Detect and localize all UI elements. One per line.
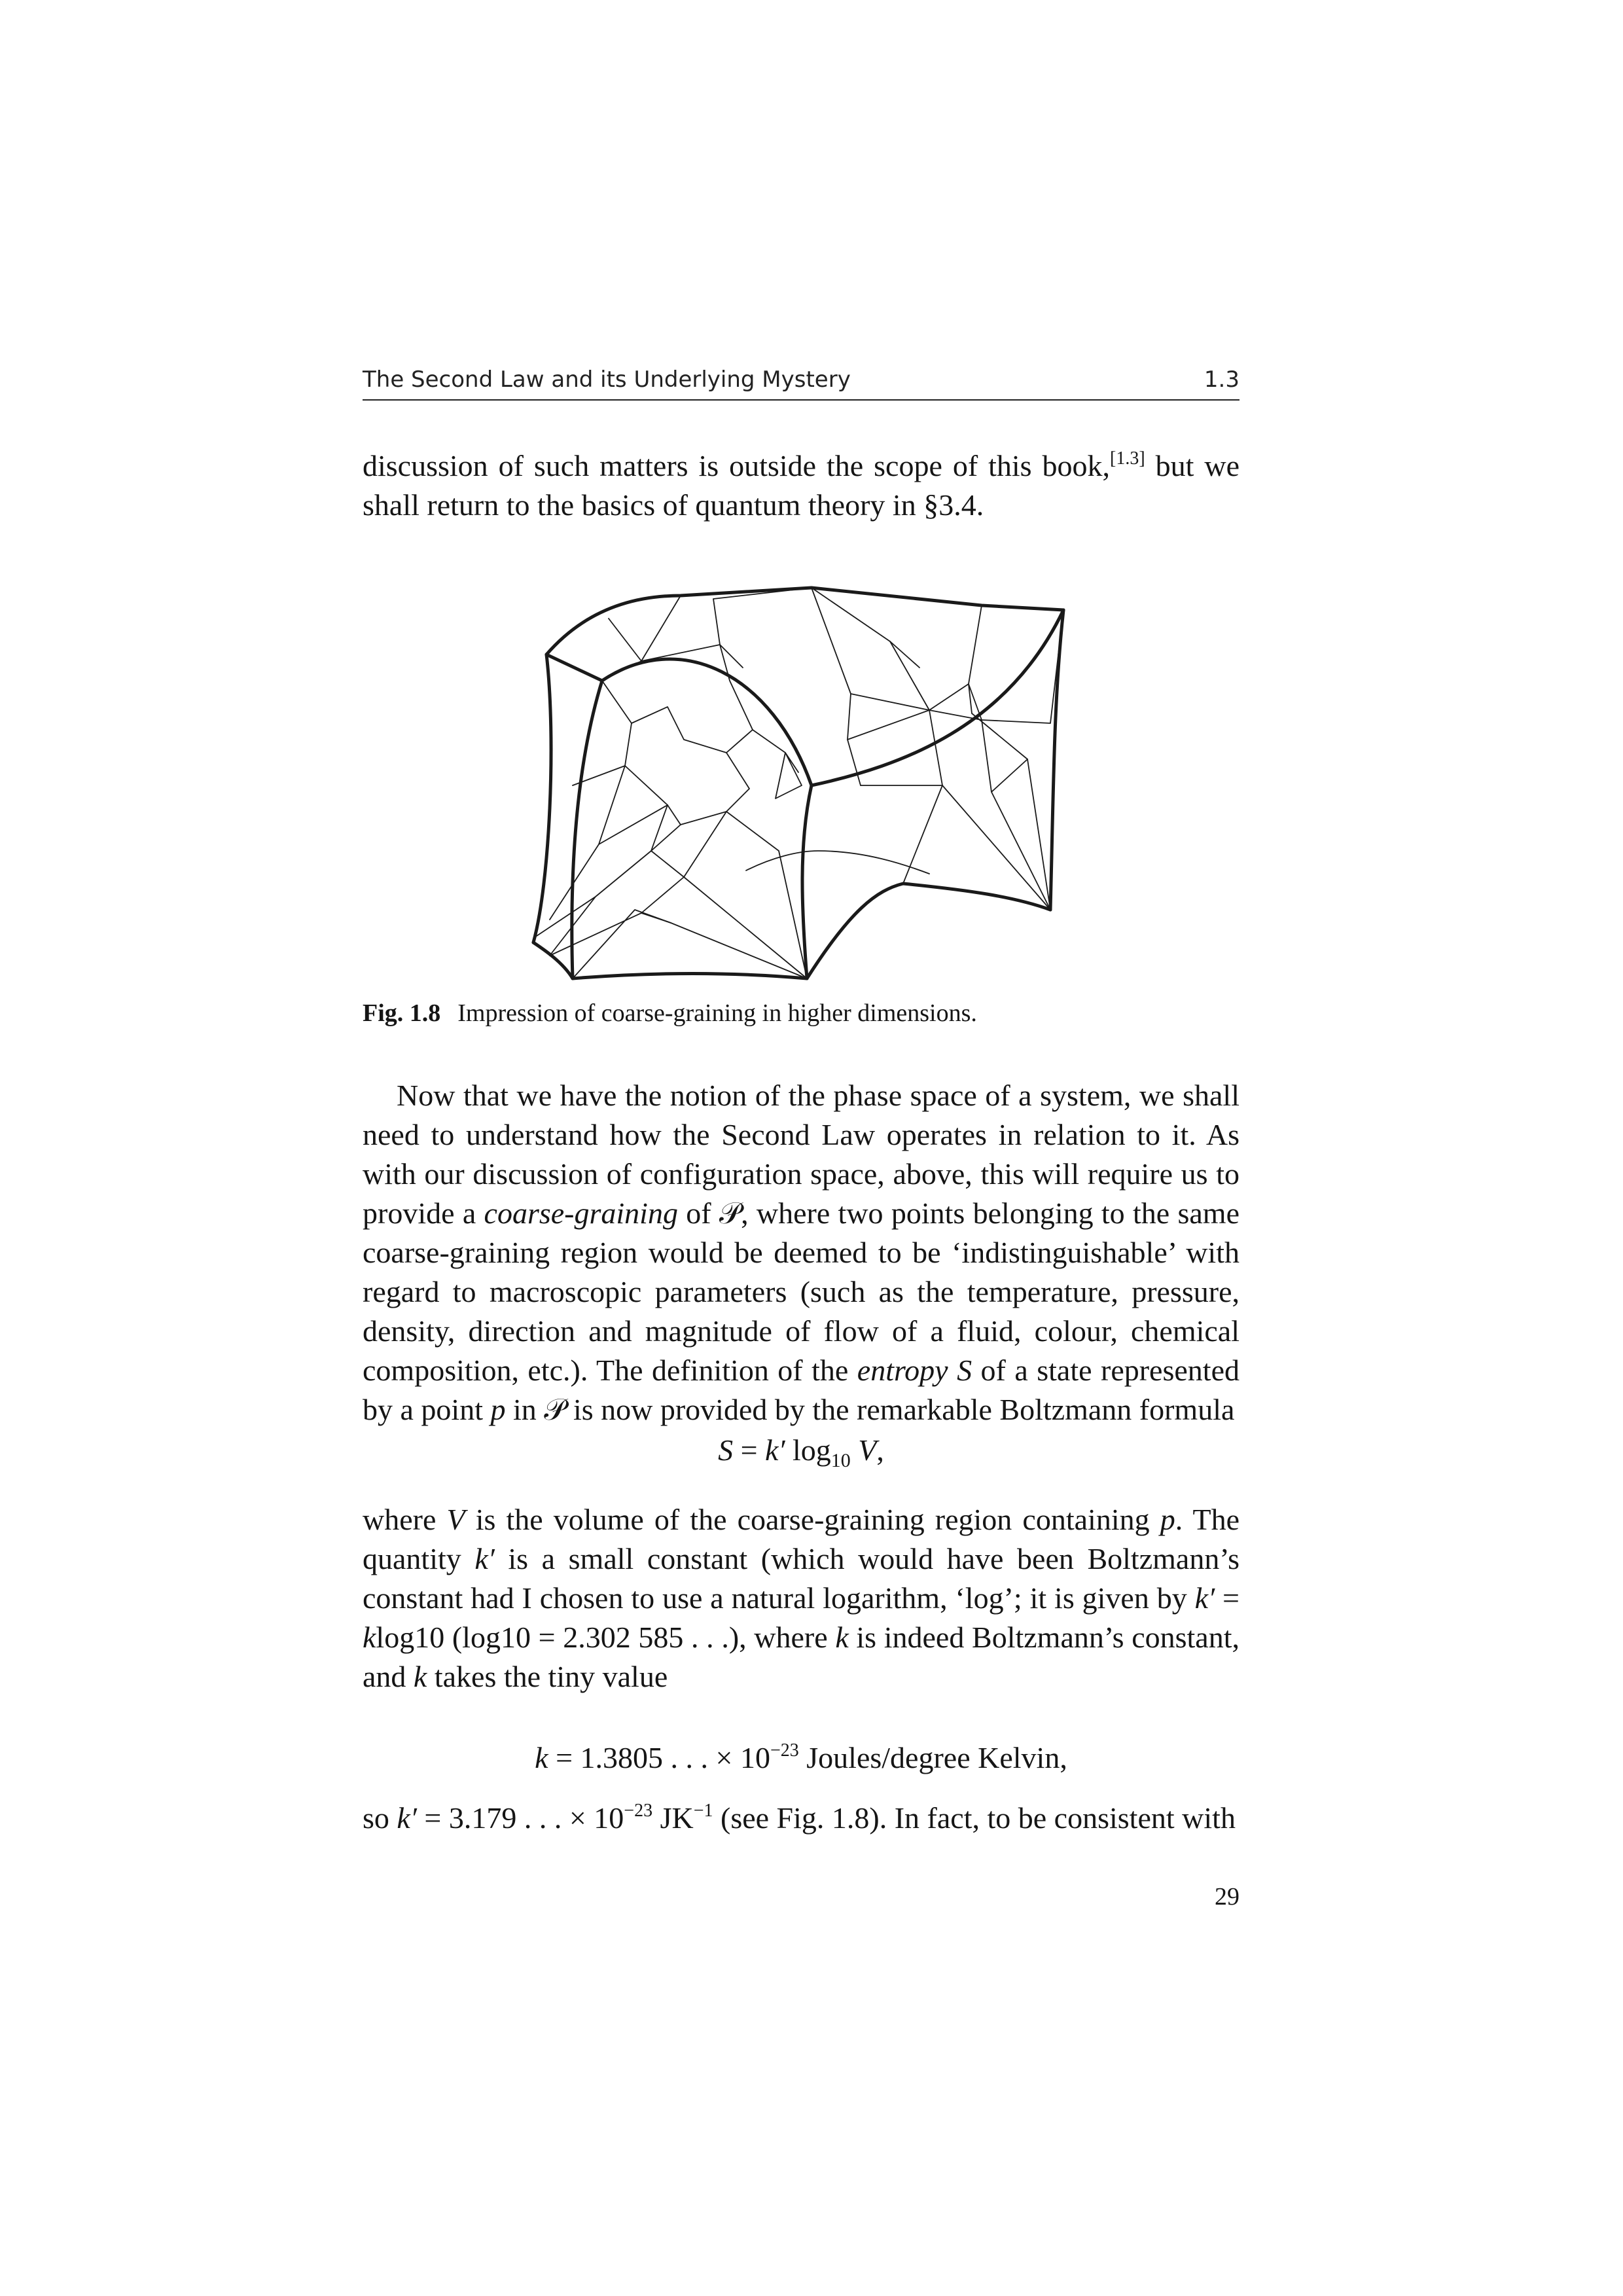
boltzmann-constant-equation: k = 1.3805 . . . × $10^{-23}$ Joules/degree Kelvin, — [535, 1740, 1067, 1774]
paragraph-4: so k′ = 3.179 . . . × $10^{-23}$ $JK^{-1}$ (see Fig. 1.8). In fact, to be consistent with — [363, 1801, 1236, 1835]
figure-caption-text: Impression of coarse-graining in higher dimensions. — [457, 999, 977, 1027]
paragraph-2: Now that we have the notion of the phase space of a system, we shall need to understand how the Second Law operates in relation to it. As with our discussion of configuration space, above, this will require us to provide a coarse-graining of 𝒫, where two points belonging to the same coarse-graining region would be deemed to be ‘indistinguishable’ with regard to macroscopic parameters (such as the temperature, pressure, density, direction and magnitude of flow of a fluid, colour, chemical composition, etc.). The definition of the entropy S of a state represented by a point p in 𝒫 is now provided by the remarkable Boltzmann formula — [363, 1079, 1240, 1426]
paragraph-1: discussion of such matters is outside the scope of this book,[1.3] but we shall return to the basics of quantum theory in §3.4. — [363, 448, 1240, 522]
figure-inner-vertical — [802, 785, 812, 978]
running-head-section: 1.3 — [1204, 367, 1240, 393]
running-head-title: The Second Law and its Underlying Mystery — [363, 367, 851, 393]
coarse-graining-figure — [510, 569, 1099, 1001]
figure-label: Fig. 1.8 — [363, 999, 441, 1027]
figure-top-edge — [546, 588, 1063, 655]
citation-ref: [1.3] — [1110, 448, 1145, 469]
running-head — [363, 361, 1240, 401]
figure-left-top-link — [546, 655, 602, 681]
boltzmann-formula: S = k′ $\log_{10} V$, — [718, 1433, 884, 1472]
figure-left-back-edge — [533, 655, 551, 942]
figure-bottom-left-edge — [533, 942, 807, 978]
figure-bottom-right-edge — [807, 884, 1050, 978]
page-number: 29 — [1215, 1883, 1240, 1910]
figure-caption — [363, 997, 1240, 1029]
figure-right-edge — [1050, 610, 1063, 910]
paragraph-3: where V is the volume of the coarse-graining region containing p. The quantity k′ is a small constant (which would have been Boltzmann’s constant had I chosen to use a natural logarithm, ‘log’; it is given by k′ = klog10 (log10 = 2.302 585 . . .), where k is indeed Boltzmann’s constant, and k takes the tiny value — [363, 1503, 1240, 1693]
